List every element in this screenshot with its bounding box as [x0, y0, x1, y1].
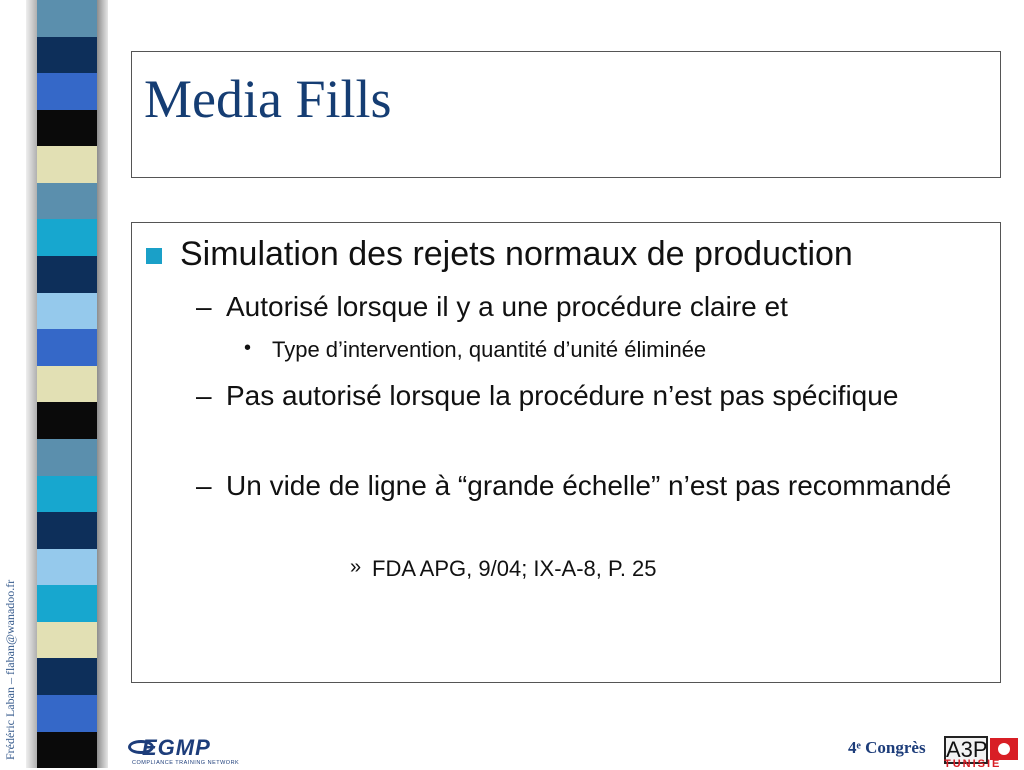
bullet-item1-sub: Type d’intervention, quantité d’unité éliminée — [272, 337, 707, 362]
dash-bullet-icon: – — [196, 380, 212, 411]
tunisia-flag-icon — [990, 738, 1018, 760]
congress-label: 4ᵉ Congrès — [848, 738, 926, 757]
stripe-segment — [37, 695, 97, 732]
logo-tagline: COMPLIANCE TRAINING NETWORK — [132, 760, 240, 766]
bullet-level1: Simulation des rejets normaux de production — [180, 235, 853, 273]
stripe-segment — [37, 293, 97, 330]
bullet-item3: Un vide de ligne à “grande échelle” n’est pas recommandé — [226, 470, 952, 501]
stripe-segment — [37, 183, 97, 220]
stripe-segment — [37, 476, 97, 513]
tunisie-label: TUNISIE — [944, 758, 1002, 770]
stripe-segment — [37, 146, 97, 183]
stripe-segment — [37, 439, 97, 476]
bullet-item2: Pas autorisé lorsque la procédure n’est pas spécifique — [226, 380, 899, 411]
a3p-logo: A3P — [946, 737, 988, 762]
stripe-shadow-left — [26, 0, 37, 768]
slide-title: Media Fills — [144, 69, 392, 129]
stripe-segment — [37, 73, 97, 110]
stripe-segment — [37, 658, 97, 695]
content-placeholder — [131, 222, 1001, 683]
raquo-bullet-icon: » — [350, 556, 362, 578]
dash-bullet-icon: – — [196, 291, 212, 322]
stripe-segment — [37, 402, 97, 439]
stripe-segment — [37, 256, 97, 293]
stripe-segment — [37, 622, 97, 659]
square-bullet-icon — [146, 248, 162, 264]
reference-text: FDA APG, 9/04; IX-A-8, P. 25 — [372, 556, 657, 581]
stripe-segment — [37, 219, 97, 256]
color-stripe — [37, 0, 97, 768]
stripe-segment — [37, 0, 97, 37]
title-placeholder — [131, 51, 1001, 178]
logo-text: EGMP — [142, 735, 211, 760]
author-credit: Frédéric Laban – flaban@wanadoo.fr — [3, 579, 17, 760]
stripe-segment — [37, 732, 97, 768]
dash-bullet-icon: – — [196, 470, 212, 501]
stripe-segment — [37, 110, 97, 147]
stripe-segment — [37, 549, 97, 586]
stripe-segment — [37, 329, 97, 366]
stripe-shadow-right — [97, 0, 108, 768]
stripe-segment — [37, 585, 97, 622]
bullet-item1: Autorisé lorsque il y a une procédure claire et — [226, 291, 788, 322]
dot-bullet-icon: • — [244, 337, 252, 359]
egmp-logo — [128, 735, 250, 768]
stripe-segment — [37, 366, 97, 403]
stripe-segment — [37, 37, 97, 74]
stripe-segment — [37, 512, 97, 549]
